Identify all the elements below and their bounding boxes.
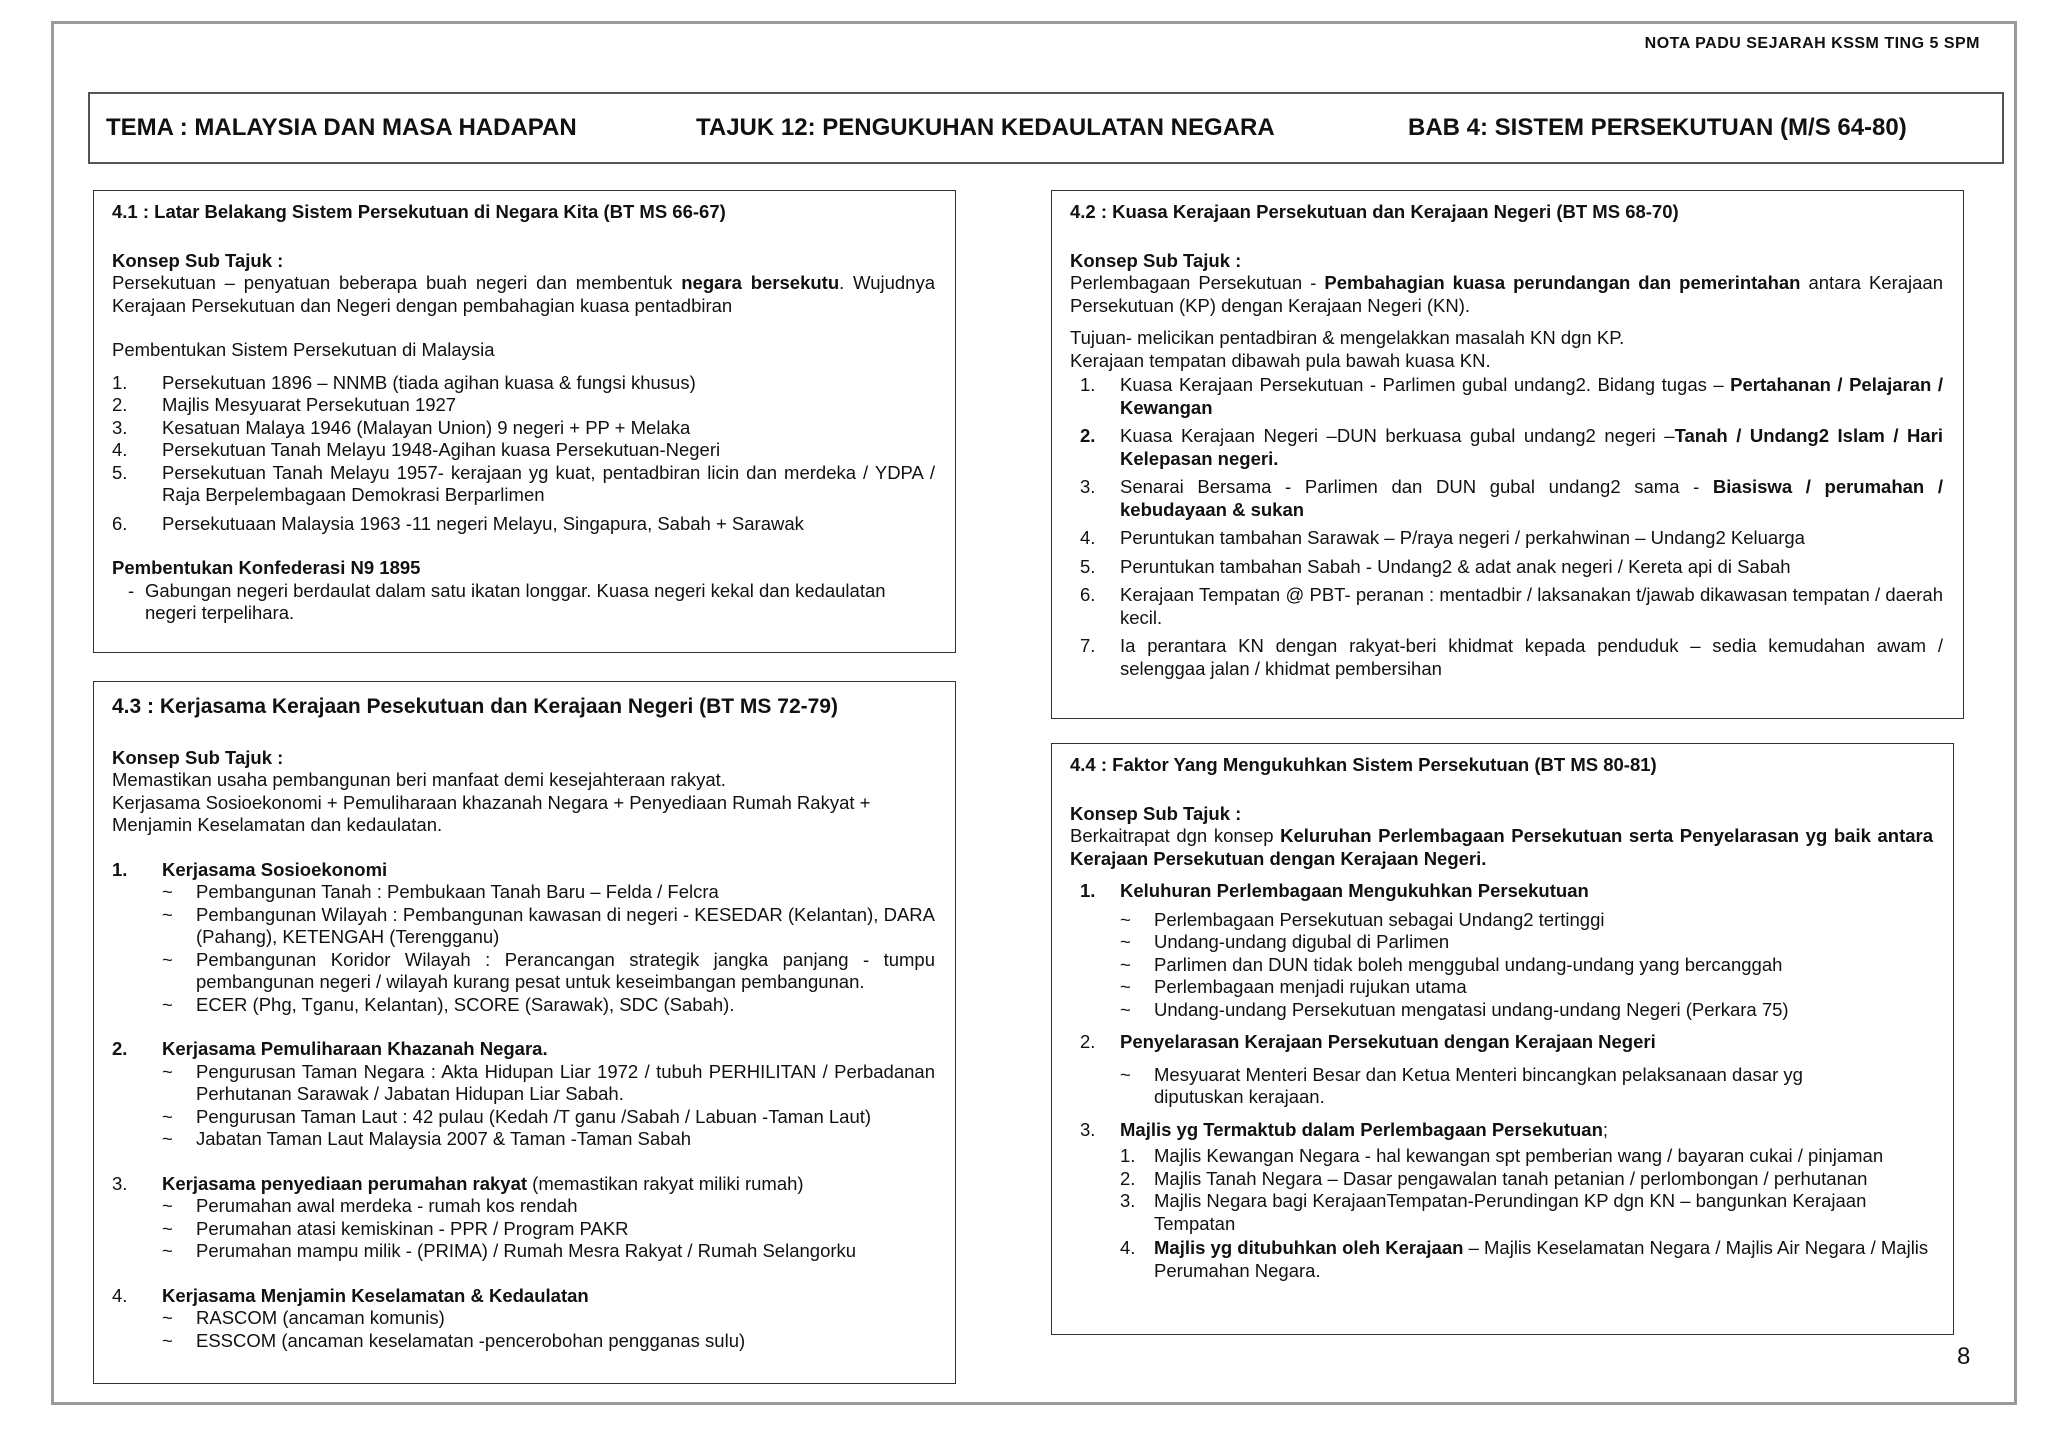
faktor-sub-item: ~ Perlembagaan Persekutuan sebagai Undang2 tertinggi (1120, 908, 1605, 930)
section-4-2-box (1051, 190, 1964, 719)
majlis-item: 4. Majlis yg ditubuhkan oleh Kerajaan – Majlis Keselamatan Negara / Majlis Air Negara / Majlis Perumahan Negara. (1120, 1237, 1929, 1281)
kerjasama-heading: 3. Kerjasama penyediaan perumahan rakyat (memastikan rakyat miliki rumah) (112, 1172, 804, 1194)
list-item: 5. Peruntukan tambahan Sabah - Undang2 & adat anak negeri / Kereta api di Sabah (1080, 555, 1791, 577)
kerjasama-sub-item: ~ Perumahan awal merdeka - rumah kos rendah (162, 1195, 578, 1216)
list-item: 3. Kesatuan Malaya 1946 (Malayan Union) 9 negeri + PP + Melaka (112, 416, 691, 438)
konfederasi-text: - Gabungan negeri berdaulat dalam satu ikatan longgar. Kuasa negeri kekal dan kedaulatan negeri terpelihara. (128, 579, 886, 623)
konsep-text-2: Kerjasama Sosioekonomi + Pemuliharaan khazanah Negara + Penyediaan Rumah Rakyat + Menjamin Keselamatan dan kedaulatan. (112, 791, 871, 835)
kerjasama-heading: 1. Kerjasama Sosioekonomi (112, 858, 388, 880)
faktor-sub-item: ~ Parlimen dan DUN tidak boleh menggubal undang-undang yang bercanggah (1120, 953, 1783, 975)
section-4-1-title: 4.1 : Latar Belakang Sistem Persekutuan di Negara Kita (BT MS 66-67) (112, 201, 726, 222)
kerjasama-sub-item: ~ Perumahan mampu milik - (PRIMA) / Rumah Mesra Rakyat / Rumah Selangorku (162, 1240, 857, 1261)
header-bab: BAB 4: SISTEM PERSEKUTUAN (M/S 64-80) (1408, 114, 1907, 141)
kerjasama-heading: 4. Kerjasama Menjamin Keselamatan & Kedaulatan (112, 1284, 589, 1306)
kerjasama-sub-item: ~ Pengurusan Taman Laut : 42 pulau (Kedah /T ganu /Sabah / Labuan -Taman Laut) (162, 1105, 872, 1127)
kerjasama-sub-item: ~ Pembangunan Tanah : Pembukaan Tanah Baru – Felda / Felcra (162, 881, 719, 902)
konsep-text: Persekutuan – penyatuan beberapa buah negeri dan membentuk negara bersekutu. Wujudnya Kerajaan Persekutuan dan Negeri dengan pembahagian kuasa pentadbiran (112, 272, 935, 316)
konsep-label: Konsep Sub Tajuk : (1070, 249, 1242, 271)
majlis-item: 2. Majlis Tanah Negara – Dasar pengawalan tanah petanian / perlombongan / perhutanan (1120, 1167, 1868, 1189)
faktor-sub-item: ~ Undang-undang Persekutuan mengatasi undang-undang Negeri (Perkara 75) (1120, 998, 1789, 1020)
konsep-text-1: Memastikan usaha pembangunan beri manfaat demi kesejahteraan rakyat. (112, 769, 726, 790)
kerjasama-sub-item: ~ RASCOM (ancaman komunis) (162, 1307, 445, 1328)
konsep-text: Perlembagaan Persekutuan - Pembahagian kuasa perundangan dan pemerintahan antara Kerajaan Persekutuan (KP) dengan Kerajaan Negeri (KN). (1070, 272, 1943, 316)
list-item: 3. Senarai Bersama - Parlimen dan DUN gubal undang2 sama - Biasiswa / perumahan / kebudayaan & sukan (1080, 476, 1944, 520)
section-4-3-title: 4.3 : Kerjasama Kerajaan Pesekutuan dan Kerajaan Negeri (BT MS 72-79) (112, 695, 838, 718)
kerjasama-sub-item: ~ Perumahan atasi kemiskinan - PPR / Program PAKR (162, 1217, 629, 1239)
kerjasama-sub-item: ~ Pembangunan Koridor Wilayah : Perancangan strategik jangka panjang - tumpu pembangunan negeri / wilayah kurang pesat untuk keseimbangan pembangunan. (162, 948, 935, 992)
kerjasama-sub-item: ~ ESSCOM (ancaman keselamatan -pencerobohan pengganas sulu) (162, 1329, 746, 1351)
list-item: 1. Kuasa Kerajaan Persekutuan - Parlimen gubal undang2. Bidang tugas – Pertahanan / Pelajaran / Kewangan (1080, 374, 1943, 418)
section-4-2-title: 4.2 : Kuasa Kerajaan Persekutuan dan Kerajaan Negeri (BT MS 68-70) (1070, 201, 1679, 222)
konfederasi-label: Pembentukan Konfederasi N9 1895 (112, 557, 421, 578)
document-top-note: NOTA PADU SEJARAH KSSM TING 5 SPM (1644, 35, 1980, 52)
header-tajuk: TAJUK 12: PENGUKUHAN KEDAULATAN NEGARA (696, 114, 1275, 141)
kerjasama-sub-item: ~ ECER (Phg, Tganu, Kelantan), SCORE (Sarawak), SDC (Sabah). (162, 993, 735, 1015)
konsep-text: Berkaitrapat dgn konsep Keluruhan Perlembagaan Persekutuan serta Penyelarasan yg baik antara Kerajaan Persekutuan dengan Kerajaan Negeri. (1070, 825, 1934, 869)
faktor-sub-item: ~ Undang-undang digubal di Parlimen (1120, 931, 1450, 952)
list-item: 2. Majlis Mesyuarat Persekutuan 1927 (112, 394, 457, 415)
konsep-label: Konsep Sub Tajuk : (112, 746, 284, 768)
tujuan-text: Tujuan- melicikan pentadbiran & mengelakkan masalah KN dgn KP. (1070, 327, 1625, 348)
kuasa-list (1070, 374, 1943, 680)
faktor-heading: 2. Penyelarasan Kerajaan Persekutuan dengan Kerajaan Negeri (1080, 1031, 1656, 1052)
topic-header-bar (88, 92, 2004, 164)
list-item: 1. Persekutuan 1896 – NNMB (tiada agihan kuasa & fungsi khusus) (112, 371, 696, 393)
konsep-label: Konsep Sub Tajuk : (112, 249, 284, 271)
majlis-item: 1. Majlis Kewangan Negara - hal kewangan spt pemberian wang / bayaran cukai / pinjaman (1120, 1145, 1884, 1166)
kerjasama-sub-item: ~ Pembangunan Wilayah : Pembangunan kawasan di negeri - KESEDAR (Kelantan), DARA (Pahang), KETENGAH (Terengganu) (162, 903, 935, 947)
konsep-label: Konsep Sub Tajuk : (1070, 802, 1242, 824)
list-item: 5. Persekutuan Tanah Melayu 1957- kerajaan yg kuat, pentadbiran licin dan merdeka / YDPA / Raja Berpelembagaan Demokrasi Berparlimen (112, 461, 935, 505)
kerjasama-heading: 2. Kerjasama Pemuliharaan Khazanah Negara. (112, 1038, 548, 1059)
list-item: 7. Ia perantara KN dengan rakyat-beri khidmat kepada penduduk – sedia kemudahan awam / selenggaa jalan / khidmat pembersihan (1080, 635, 1943, 679)
faktor-sub-item: ~ Mesyuarat Menteri Besar dan Ketua Menteri bincangkan pelaksanaan dasar yg diputuskan kerajaan. (1120, 1063, 1803, 1107)
pembentukan-list (112, 372, 935, 536)
list-item: 6. Persekutuaan Malaysia 1963 -11 negeri Melayu, Singapura, Sabah + Sarawak (112, 512, 804, 534)
kerjasama-sub-item: ~ Jabatan Taman Laut Malaysia 2007 & Taman -Taman Sabah (162, 1128, 692, 1149)
section-4-1-box (93, 190, 956, 653)
list-item: 6. Kerajaan Tempatan @ PBT- peranan : mentadbir / laksanakan t/jawab dikawasan tempatan / daerah kecil. (1080, 584, 1943, 628)
list-item: 4. Peruntukan tambahan Sarawak – P/raya negeri / perkahwinan – Undang2 Keluarga (1080, 527, 1805, 548)
list-item: 4. Persekutuan Tanah Melayu 1948-Agihan kuasa Persekutuan-Negeri (112, 439, 721, 460)
page-number: 8 (1957, 1343, 1971, 1370)
tempatan-text: Kerajaan tempatan dibawah pula bawah kuasa KN. (1070, 349, 1491, 371)
faktor-heading: 1. Keluhuran Perlembagaan Mengukuhkan Persekutuan (1080, 880, 1589, 901)
list-item: 2. Kuasa Kerajaan Negeri –DUN berkuasa gubal undang2 negeri –Tanah / Undang2 Islam / Hari Kelepasan negeri. (1080, 425, 1943, 469)
majlis-item: 3. Majlis Negara bagi KerajaanTempatan-Perundingan KP dgn KN – bangunkan Kerajaan Tempatan (1120, 1190, 1867, 1234)
header-tema: TEMA : MALAYSIA DAN MASA HADAPAN (106, 114, 577, 141)
section-4-3-box (93, 681, 956, 1384)
pembentukan-label: Pembentukan Sistem Persekutuan di Malaysia (112, 339, 495, 360)
kerjasama-sub-item: ~ Pengurusan Taman Negara : Akta Hidupan Liar 1972 / tubuh PERHILITAN / Perbadanan Perhutanan Sarawak / Jabatan Hidupan Liar Sabah. (162, 1060, 935, 1104)
section-4-4-box (1051, 743, 1954, 1335)
faktor-heading: 3. Majlis yg Termaktub dalam Perlembagaan Persekutuan; (1080, 1118, 1609, 1140)
faktor-sub-item: ~ Perlembagaan menjadi rujukan utama (1120, 976, 1467, 997)
section-4-4-title: 4.4 : Faktor Yang Mengukuhkan Sistem Persekutuan (BT MS 80-81) (1070, 754, 1657, 775)
